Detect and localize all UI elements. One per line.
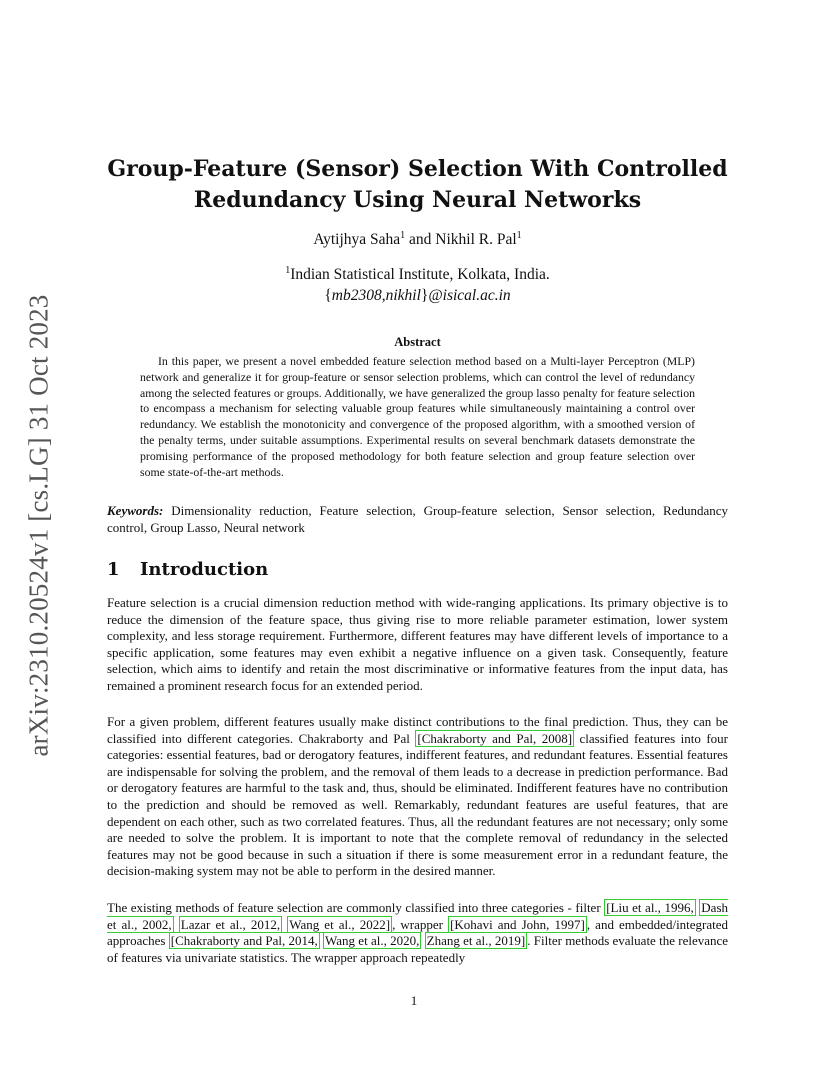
email[interactable] <box>107 285 728 306</box>
citation-link[interactable]: Wang et al., 2020, <box>325 933 420 949</box>
arxiv-sidebar <box>22 290 56 760</box>
author-2: Nikhil R. Pal <box>435 231 517 248</box>
citation-link[interactable]: [Chakraborty and Pal, 2008] <box>417 730 573 746</box>
intro-paragraph-2 <box>107 714 728 880</box>
author-1: Aytijhya Saha <box>313 231 401 248</box>
section-heading-introduction <box>107 559 728 580</box>
citation-link[interactable]: Dash et al., 2002, <box>107 900 728 932</box>
author-1-affil-mark: 1 <box>400 230 406 241</box>
email-close-brace: } <box>420 287 429 304</box>
paragraph-text: classified features into four categories: essential features, bad or derogatory features, indifferent features, and redundant features. Essential features are indispensable for solving the problem, and the removal of them leads to a decrease in prediction performance. Bad or derogatory features are harmful to the task and, thus, should be eliminated. Indifferent features have no contribution to the prediction and should be removed as well. Remarkably, redundant features are useful features, that are dependent on each other, such as two correlated features. Thus, all the redundant features are not necessary; only some are needed to solve the problem. It is important to note that the complete removal of redundancy in the selected features may not be good because in such a situation if there is some measurement error in a redundant feature, the decision-making system may not be able to perform in the desired manner. <box>107 730 728 879</box>
keywords <box>107 503 728 536</box>
keywords-text: Dimensionality reduction, Feature selection, Group-feature selection, Sensor selection, Redundancy control, Group Lasso, Neural network <box>107 503 729 535</box>
affiliation: Indian Statistical Institute, Kolkata, India. <box>290 266 550 283</box>
citation-link[interactable]: Lazar et al., 2012, <box>180 916 281 932</box>
paragraph-text: , wrapper <box>392 916 449 932</box>
abstract-text: In this paper, we present a novel embedded feature selection method based on a Multi-layer Perceptron (MLP) network and generalize it for group-feature or sensor selection problems, which can control the level of redundancy among the selected features or groups. Additionally, we have generalized the group lasso penalty for feature selection to encompass a mechanism for selecting valuable group features while simultaneously maintaining a control over redundancy. We establish the monotonicity and convergence of the proposed algorithm, with a smoothed version of the penalty terms, under suitable assumptions. Experimental results on several benchmark datasets demonstrate the promising performance of the proposed methodology for both feature selection and group feature selection over some state-of-the-art methods. <box>140 354 695 479</box>
email-open-brace: { <box>324 287 332 304</box>
paragraph-text: . Filter methods evaluate the relevance of features via univariate statistics. The wrapper approach repeatedly <box>107 933 729 965</box>
authors <box>107 231 728 249</box>
email-users: mb2308,nikhil <box>331 287 421 304</box>
citation-link[interactable]: Zhang et al., 2019] <box>426 933 526 949</box>
paragraph-text: The existing methods of feature selection are commonly classified into three categories - filter <box>107 900 605 915</box>
section-title: Introduction <box>140 559 269 580</box>
author-conjunction: and <box>409 231 432 248</box>
citation-link[interactable]: [Liu et al., 1996, <box>606 900 694 915</box>
paragraph-text: For a given problem, different features usually make distinct contributions to the final prediction. Thus, they can be classified into different categories. Chakraborty and Pal <box>107 714 728 746</box>
title-line-2: Redundancy Using Neural Networks <box>193 187 642 213</box>
citation-link[interactable]: [Chakraborty and Pal, 2014, <box>170 933 318 949</box>
abstract-heading: Abstract <box>394 335 441 349</box>
author-2-affil-mark: 1 <box>516 230 522 241</box>
page-number: 1 <box>410 993 418 1008</box>
paper-title <box>107 154 728 216</box>
affiliation-mark: 1 <box>285 265 291 276</box>
keywords-label: Keywords: <box>107 503 164 518</box>
title-line-1: Group-Feature (Sensor) Selection With Controlled <box>107 156 728 182</box>
section-number: 1 <box>107 559 120 580</box>
intro-paragraph-3 <box>107 900 728 966</box>
paragraph-text: , and embedded/integrated approaches <box>107 916 729 949</box>
arxiv-identifier: arXiv:2310.20524v1 [cs.LG] 31 Oct 2023 <box>23 293 54 757</box>
citation-link[interactable]: [Kohavi and John, 1997] <box>450 916 585 932</box>
intro-paragraph-1: Feature selection is a crucial dimension reduction method with wide-ranging applications. Its primary objective is to reduce the dimension of the feature space, thus giving rise to more reliable parameter estimation, lower system complexity, and less storage requirement. Furthermore, different features may have different levels of importance to a specific application, some features may even exhibit a negative influence on a given task. Consequently, feature selection, which aims to identify and retain the most discriminative or informative features from the input data, has remained a prominent research focus for an extended period. <box>107 595 728 693</box>
citation-link[interactable]: Wang et al., 2022] <box>289 916 391 932</box>
affiliation-block <box>107 264 728 306</box>
email-domain: @isical.ac.in <box>428 287 511 304</box>
